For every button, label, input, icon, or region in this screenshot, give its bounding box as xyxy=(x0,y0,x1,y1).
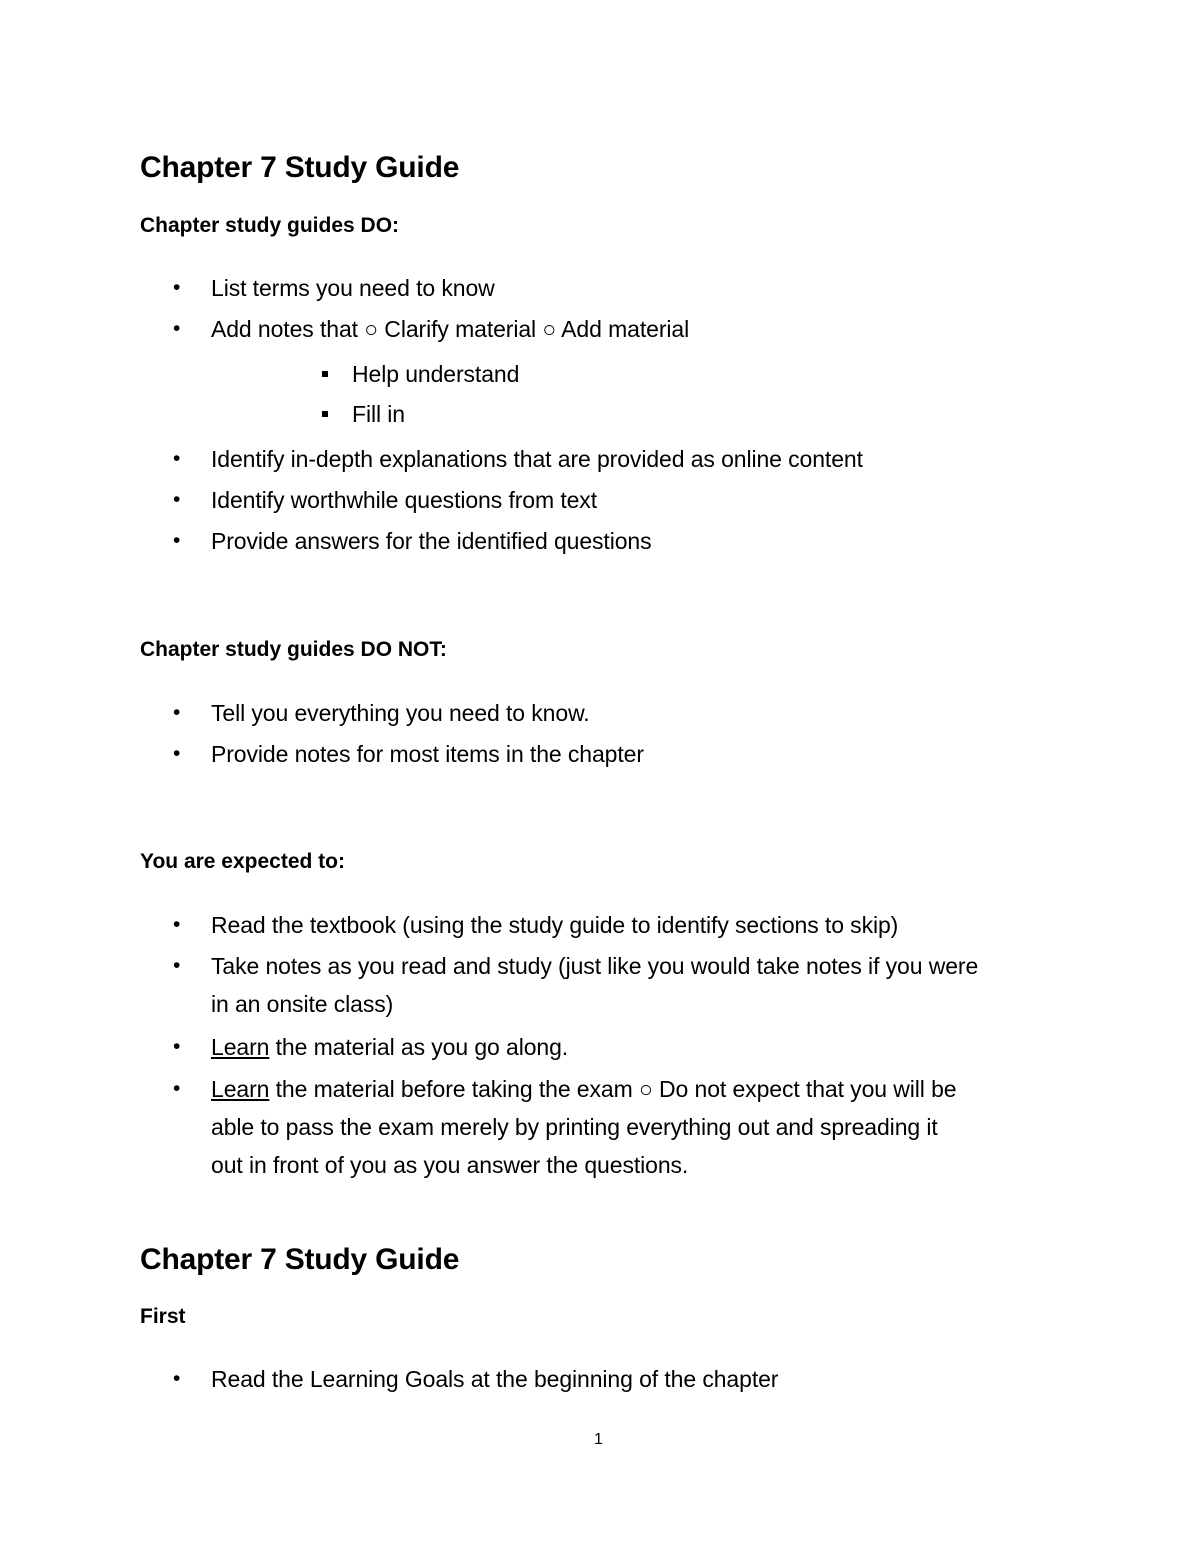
bullet-icon: • xyxy=(173,1035,181,1058)
list-item: Add notes that ○ Clarify material ○ Add material xyxy=(211,316,690,342)
list-item: Read the Learning Goals at the beginning of the chapter xyxy=(211,1366,779,1392)
page-number: 1 xyxy=(594,1431,603,1448)
bullet-icon: • xyxy=(173,701,181,724)
bullet-icon: • xyxy=(173,954,181,977)
list-item: Read the textbook (using the study guide to identify sections to skip) xyxy=(211,912,899,938)
bullet-icon: • xyxy=(173,447,181,470)
list-item xyxy=(211,1034,568,1061)
square-bullet-icon xyxy=(322,371,328,377)
bullet-icon: • xyxy=(173,317,181,340)
donot-heading: Chapter study guides DO NOT: xyxy=(140,638,447,661)
bullet-icon: • xyxy=(173,1367,181,1390)
sub-list-item: Help understand xyxy=(352,361,520,387)
list-item-continuation: out in front of you as you answer the questions. xyxy=(211,1152,689,1178)
list-item-text: the material as you go along. xyxy=(269,1034,569,1060)
square-bullet-icon xyxy=(322,411,328,417)
bullet-icon: • xyxy=(173,742,181,765)
list-item: Provide notes for most items in the chapter xyxy=(211,741,644,767)
first-heading: First xyxy=(140,1305,186,1328)
section-title: Chapter 7 Study Guide xyxy=(140,1243,460,1276)
list-item-continuation: able to pass the exam merely by printing everything out and spreading it xyxy=(211,1114,938,1140)
list-item-continuation: in an onsite class) xyxy=(211,991,394,1017)
learn-emphasis: Learn xyxy=(211,1076,270,1102)
bullet-icon: • xyxy=(173,488,181,511)
list-item xyxy=(211,1076,956,1103)
list-item: Provide answers for the identified questions xyxy=(211,528,652,554)
list-item: Take notes as you read and study (just like you would take notes if you were xyxy=(211,953,979,979)
do-heading: Chapter study guides DO: xyxy=(140,214,400,237)
expected-heading: You are expected to: xyxy=(140,850,345,873)
list-item: Identify worthwhile questions from text xyxy=(211,487,597,513)
bullet-icon: • xyxy=(173,913,181,936)
list-item: Tell you everything you need to know. xyxy=(211,700,590,726)
page-title: Chapter 7 Study Guide xyxy=(140,151,460,184)
sub-list-item: Fill in xyxy=(352,401,405,427)
bullet-icon: • xyxy=(173,276,181,299)
learn-emphasis: Learn xyxy=(211,1034,270,1060)
list-item: List terms you need to know xyxy=(211,275,495,301)
bullet-icon: • xyxy=(173,529,181,552)
bullet-icon: • xyxy=(173,1077,181,1100)
list-item: Identify in-depth explanations that are provided as online content xyxy=(211,446,863,472)
list-item-text: the material before taking the exam ○ Do not expect that you will be xyxy=(269,1076,957,1102)
